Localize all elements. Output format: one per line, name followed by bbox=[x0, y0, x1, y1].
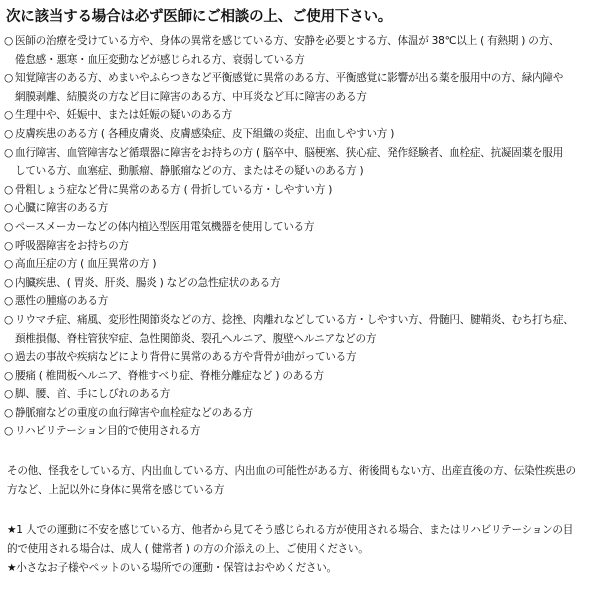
item-line: 医師の治療を受けている方や、身体の異常を感じている方、安静を必要とする方、体温が 38℃以上 ( 有熱期 ) の方、 bbox=[15, 35, 560, 47]
item-line: 倦怠感・悪寒・血圧変動などが感じられる方、衰弱している方 bbox=[15, 53, 305, 66]
bullet-mark: ○ bbox=[4, 109, 13, 122]
item-line: 腰痛 ( 椎間板ヘルニア、脊椎すべり症、脊椎分離症など ) のある方 bbox=[15, 369, 324, 382]
bullet-mark: ○ bbox=[4, 369, 13, 382]
bullet-mark: ○ bbox=[4, 72, 13, 85]
item-line: リハビリテーション目的で使用される方 bbox=[15, 425, 201, 438]
item-line: 骨粗しょう症など骨に異常のある方 ( 骨折している方・しやすい方 ) bbox=[15, 183, 333, 196]
bullet-mark: ○ bbox=[4, 276, 13, 289]
bullet-mark: ○ bbox=[4, 183, 13, 196]
bullet-mark: ○ bbox=[4, 258, 13, 271]
list-item bbox=[4, 32, 592, 69]
list-item bbox=[4, 181, 592, 200]
list-item bbox=[4, 367, 592, 386]
list-item bbox=[4, 404, 592, 423]
list-item bbox=[4, 125, 592, 144]
other-conditions-paragraph bbox=[7, 462, 592, 500]
star-note-line: 的で使用される場合は、成人 ( 健常者 ) の方の介添えの上、ご使用ください。 bbox=[7, 543, 369, 556]
caution-title: 次に該当する場合は必ず医師にご相談の上、ご使用下さい。 bbox=[6, 9, 393, 25]
item-line: 内臓疾患、( 胃炎、肝炎、腸炎 ) などの急性症状のある方 bbox=[15, 276, 281, 289]
item-line: 呼吸器障害をお持ちの方 bbox=[15, 239, 129, 252]
item-line: 生理中や、妊娠中、または妊娠の疑いのある方 bbox=[15, 109, 233, 122]
list-item bbox=[4, 255, 592, 274]
list-item bbox=[4, 292, 592, 311]
list-item bbox=[4, 348, 592, 367]
bullet-mark: ○ bbox=[4, 295, 13, 308]
item-line: 血行障害、血管障害など循環器に障害をお持ちの方 ( 脳卒中、脳梗塞、狭心症、発作経験者、血栓症、抗凝固薬を服用 bbox=[15, 146, 563, 159]
item-line: 皮膚疾患のある方 ( 各種皮膚炎、皮膚感染症、皮下組織の炎症、出血しやすい方 ) bbox=[15, 127, 395, 140]
list-item bbox=[4, 385, 592, 404]
bullet-mark: ○ bbox=[4, 35, 13, 47]
list-item bbox=[4, 199, 592, 218]
item-line: リウマチ症、痛風、変形性関節炎などの方、捻挫、肉離れなどしている方・しやすい方、骨髄円、腱鞘炎、むち打ち症、 bbox=[15, 313, 574, 326]
list-item bbox=[4, 144, 592, 181]
bullet-mark: ○ bbox=[4, 313, 13, 326]
list-item bbox=[4, 311, 592, 348]
bullet-mark: ○ bbox=[4, 425, 13, 438]
item-line: 心臓に障害のある方 bbox=[15, 202, 109, 215]
caution-list bbox=[4, 32, 592, 441]
list-item bbox=[4, 274, 592, 293]
list-item bbox=[4, 69, 592, 106]
star-notes bbox=[7, 521, 592, 578]
item-line: ペースメーカーなどの体内植込型医用電気機器を使用している方 bbox=[15, 220, 315, 233]
item-line: 静脈瘤などの重度の血行障害や血栓症などのある方 bbox=[15, 406, 253, 419]
star-note-line: ★1 人での運動に不安を感じている方、他者から見てそう感じられる方が使用される場合、またはリハビリテーションの目 bbox=[7, 524, 574, 537]
item-line: 頚椎損傷、脊柱管狭窄症、急性関節炎、裂孔ヘルニア、腹壁ヘルニアなどの方 bbox=[15, 332, 377, 345]
list-item bbox=[4, 218, 592, 237]
item-line: 知覚障害のある方、めまいやふらつきなど平衡感覚に異常のある方、平衡感覚に影響が出る薬を服用中の方、緑内障や bbox=[15, 72, 564, 85]
bullet-mark: ○ bbox=[4, 388, 13, 401]
bullet-mark: ○ bbox=[4, 239, 13, 252]
bullet-mark: ○ bbox=[4, 146, 13, 159]
list-item bbox=[4, 422, 592, 441]
paragraph-line: その他、怪我をしている方、内出血している方、内出血の可能性がある方、術後間もない方、出産直後の方、伝染性疾患の bbox=[7, 465, 576, 478]
bullet-mark: ○ bbox=[4, 127, 13, 140]
item-line: 悪性の腫瘍のある方 bbox=[15, 295, 109, 308]
item-line: 網膜剥離、結膜炎の方など目に障害のある方、中耳炎など耳に障害のある方 bbox=[15, 90, 367, 103]
item-line: 脚、腰、首、手にしびれのある方 bbox=[15, 388, 171, 401]
bullet-mark: ○ bbox=[4, 220, 13, 233]
star-note-line: ★小さなお子様やペットのいる場所での運動・保管はおやめください。 bbox=[7, 562, 337, 575]
bullet-mark: ○ bbox=[4, 406, 13, 419]
bullet-mark: ○ bbox=[4, 202, 13, 215]
item-line: 過去の事故や疾病などにより背骨に異常のある方や背骨が曲がっている方 bbox=[15, 351, 357, 364]
item-line: 高血圧症の方 ( 血圧異常の方 ) bbox=[15, 258, 157, 271]
bullet-mark: ○ bbox=[4, 351, 13, 364]
paragraph-line: 方など、上記以外に身体に異常を感じている方 bbox=[7, 484, 225, 497]
list-item bbox=[4, 237, 592, 256]
item-line: している方、血塞症、動脈瘤、静脈瘤などの方、またはその疑いのある方 ) bbox=[15, 165, 364, 178]
list-item bbox=[4, 106, 592, 125]
